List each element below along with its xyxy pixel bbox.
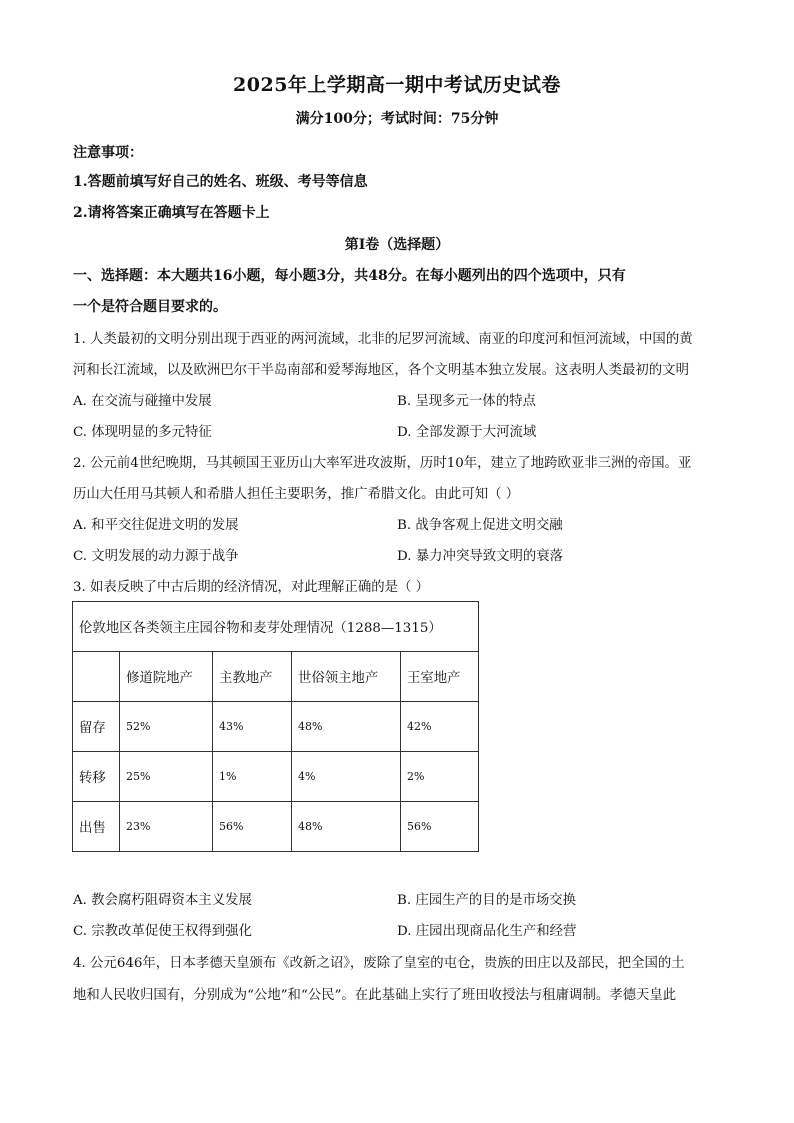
question-text: 2. 公元前4世纪晚期，马其顿国王亚历山大率军进攻波斯，历时10年，建立了地跨欧亚非三洲的帝国。亚 bbox=[73, 456, 692, 471]
table-cell: 48% bbox=[292, 702, 401, 752]
option-d[interactable]: D. 全部发源于大河流域 bbox=[397, 425, 537, 440]
question-text: 4. 公元646年，日本孝德天皇颁布《改新之诏》，废除了皇室的屯仓，贵族的田庄以及部民，把全国的土 bbox=[73, 956, 685, 971]
question-text: 1. 人类最初的文明分别出现于西亚的两河流域，北非的尼罗河流域、南亚的印度河和恒河流域，中国的黄 bbox=[73, 332, 693, 347]
option-a[interactable]: A. 和平交往促进文明的发展 bbox=[73, 518, 239, 533]
table-cell: 4% bbox=[292, 752, 401, 802]
row-label: 留存 bbox=[73, 702, 120, 752]
option-a[interactable]: A. 教会腐朽阻碍资本主义发展 bbox=[73, 893, 252, 908]
table-cell: 56% bbox=[401, 802, 479, 852]
table-cell: 56% bbox=[213, 802, 292, 852]
question-text: 历山大任用马其顿人和希腊人担任主要职务，推广希腊文化。由此可知（ ） bbox=[73, 487, 520, 502]
table-caption: 伦敦地区各类领主庄园谷物和麦芽处理情况（1288—1315） bbox=[73, 602, 479, 652]
table-cell: 25% bbox=[120, 752, 213, 802]
question-text: 地和人民收归国有，分别成为“公地”和“公民”。在此基础上实行了班田收授法与租庸调制。孝德天皇此 bbox=[73, 988, 677, 1003]
option-c[interactable]: C. 文明发展的动力源于战争 bbox=[73, 549, 239, 564]
option-c[interactable]: C. 宗教改革促使王权得到强化 bbox=[73, 924, 252, 939]
section-title: 第Ⅰ卷（选择题） bbox=[344, 237, 450, 253]
table-cell: 2% bbox=[401, 752, 479, 802]
table-row bbox=[73, 702, 479, 752]
option-b[interactable]: B. 战争客观上促进文明交融 bbox=[397, 518, 563, 533]
table-cell: 42% bbox=[401, 702, 479, 752]
table-cell: 1% bbox=[213, 752, 292, 802]
table-cell: 43% bbox=[213, 702, 292, 752]
exam-subtitle: 满分100分；考试时间：75分钟 bbox=[295, 111, 499, 127]
table-cell: 52% bbox=[120, 702, 213, 752]
option-d[interactable]: D. 暴力冲突导致文明的衰落 bbox=[397, 549, 564, 564]
exam-title: 2025年上学期高一期中考试历史试卷 bbox=[233, 74, 561, 96]
note-item: 1.答题前填写好自己的姓名、班级、考号等信息 bbox=[73, 174, 368, 190]
row-label: 转移 bbox=[73, 752, 120, 802]
option-b[interactable]: B. 呈现多元一体的特点 bbox=[397, 394, 536, 409]
section-instruction: 一、选择题：本大题共16小题，每小题3分，共48分。在每小题列出的四个选项中，只有 bbox=[73, 268, 626, 284]
option-c[interactable]: C. 体现明显的多元特征 bbox=[73, 425, 212, 440]
table-header-empty bbox=[73, 652, 120, 702]
table-cell: 48% bbox=[292, 802, 401, 852]
table-header: 修道院地产 bbox=[120, 652, 213, 702]
row-label: 出售 bbox=[73, 802, 120, 852]
table-row bbox=[73, 802, 479, 852]
table-header: 王室地产 bbox=[401, 652, 479, 702]
table-header: 主教地产 bbox=[213, 652, 292, 702]
option-d[interactable]: D. 庄园出现商品化生产和经营 bbox=[397, 924, 577, 939]
table-row bbox=[73, 752, 479, 802]
option-b[interactable]: B. 庄园生产的目的是市场交换 bbox=[397, 893, 577, 908]
question-text: 3. 如表反映了中古后期的经济情况，对此理解正确的是（ ） bbox=[73, 580, 430, 595]
option-a[interactable]: A. 在交流与碰撞中发展 bbox=[73, 394, 212, 409]
note-item: 2.请将答案正确填写在答题卡上 bbox=[73, 205, 270, 221]
question-text: 河和长江流域，以及欧洲巴尔干半岛南部和爱琴海地区，各个文明基本独立发展。这表明人类最初的文明 bbox=[73, 363, 689, 378]
table-cell: 23% bbox=[120, 802, 213, 852]
notes-heading: 注意事项： bbox=[73, 145, 143, 161]
section-instruction: 一个是符合题目要求的。 bbox=[73, 299, 227, 315]
economy-table bbox=[72, 601, 479, 852]
table-header: 世俗领主地产 bbox=[292, 652, 401, 702]
